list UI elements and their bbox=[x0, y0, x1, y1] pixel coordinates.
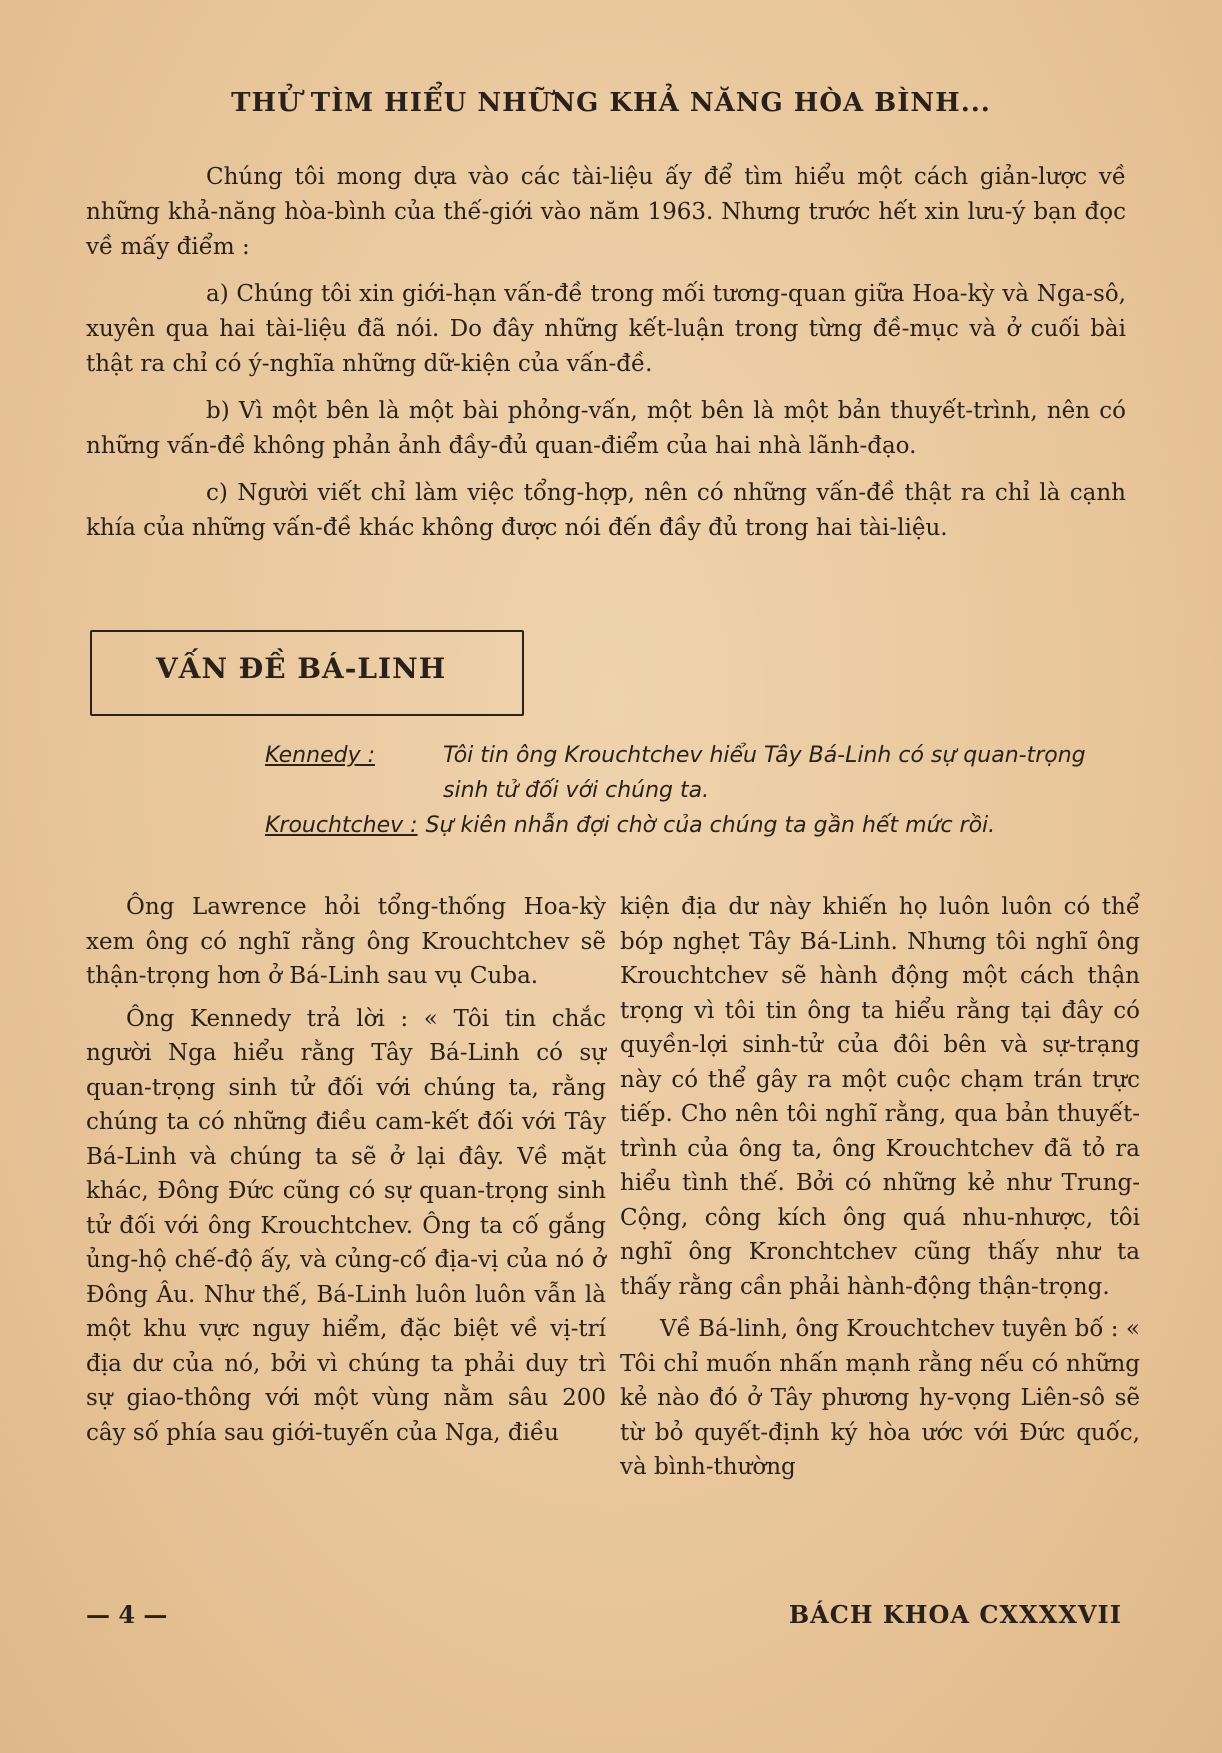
publication-name: BÁCH KHOA CXXXXVII bbox=[788, 1600, 1122, 1629]
quotes-block bbox=[265, 738, 1125, 843]
left-column bbox=[86, 890, 606, 1458]
intro-paragraph: Chúng tôi mong dựa vào các tài-liệu ấy để tìm hiểu một cách giản-lược về những khả-năng hòa-bình của thế-giới vào năm 1963. Nhưng trước hết xin lưu-ý bạn đọc về mấy điểm : bbox=[86, 164, 1126, 260]
body-paragraph: Ông Lawrence hỏi tổng-thống Hoa-kỳ xem ông có nghĩ rằng ông Krouchtchev sẽ thận-trọng hơn ở Bá-Linh sau vụ Cuba. bbox=[86, 894, 606, 989]
page-number: — 4 — bbox=[86, 1600, 168, 1629]
intro-point-c: c) Người viết chỉ làm việc tổng-hợp, nên có những vấn-đề thật ra chỉ là cạnh khía của những vấn-đề khác không được nói đến đầy đủ trong hai tài-liệu. bbox=[86, 480, 1126, 541]
section-title: VẤN ĐỀ BÁ-LINH bbox=[156, 652, 447, 685]
intro-point-a: a) Chúng tôi xin giới-hạn vấn-đề trong mối tương-quan giữa Hoa-kỳ và Nga-sô, xuyên qua hai tài-liệu đã nói. Do đây những kết-luận trong từng đề-mục và ở cuối bài thật ra chỉ có ý-nghĩa những dữ-kiện của vấn-đề. bbox=[86, 281, 1126, 377]
body-paragraph: Ông Kennedy trả lời : « Tôi tin chắc người Nga hiểu rằng Tây Bá-Linh có sự quan-trọng sinh tử đối với chúng ta, rằng chúng ta có những điều cam-kết đối với Tây Bá-Linh và chúng ta sẽ ở lại đây. Về mặt khác, Đông Đức cũng có sự quan-trọng sinh tử đối với ông Krouchtchev. Ông ta cố gắng ủng-hộ chế-độ ấy, và củng-cố địa-vị của nó ở Đông Âu. Như thế, Bá-Linh luôn luôn vẫn là một khu vực nguy hiểm, đặc biệt về vị-trí địa dư của nó, bởi vì chúng ta phải duy trì sự giao-thông với một vùng nằm sâu 200 cây số phía sau giới-tuyến của Nga, điều bbox=[86, 1005, 606, 1446]
quote-speaker: Kennedy : bbox=[265, 743, 375, 768]
body-paragraph: kiện địa dư này khiến họ luôn luôn có thể bóp nghẹt Tây Bá-Linh. Nhưng tôi nghĩ ông Krouchtchev sẽ hành động một cách thận trọng vì tôi tin ông ta hiểu rằng tại đây có quyền-lợi sinh-tử của đôi bên và sự-trạng này có thể gây ra một cuộc chạm trán trực tiếp. Cho nên tôi nghĩ rằng, qua bản thuyết-trình của ông ta, ông Krouchtchev đã tỏ ra hiểu tình thế. Bởi có những kẻ như Trung-Cộng, công kích ông quá nhu-nhược, tôi nghĩ ông Kronchtchev cũng thấy như ta thấy rằng cần phải hành-động thận-trọng. bbox=[620, 894, 1140, 1300]
quote-krouchtchev bbox=[265, 808, 1125, 843]
intro-section bbox=[86, 160, 1126, 558]
section-heading-box bbox=[90, 630, 524, 716]
intro-point-b: b) Vì một bên là một bài phỏng-vấn, một bên là một bản thuyết-trình, nên có những vấn-đề không phản ảnh đầy-đủ quan-điểm của hai nhà lãnh-đạo. bbox=[86, 398, 1126, 459]
running-title: THỬ TÌM HIỂU NHỮNG KHẢ NĂNG HÒA BÌNH... bbox=[231, 88, 991, 118]
quote-speaker: Krouchtchev : bbox=[265, 813, 418, 838]
body-paragraph: Về Bá-linh, ông Krouchtchev tuyên bố : « Tôi chỉ muốn nhấn mạnh rằng nếu có những kẻ nào đó ở Tây phương hy-vọng Liên-sô sẽ từ bỏ quyết-định ký hòa ước với Đức quốc, và bình-thường bbox=[620, 1316, 1140, 1480]
quote-kennedy bbox=[265, 738, 1125, 808]
quote-text: Tôi tin ông Krouchtchev hiểu Tây Bá-Linh có sự quan-trọng sinh tử đối với chúng ta. bbox=[443, 743, 1086, 803]
quote-text: Sự kiên nhẫn đợi chờ của chúng ta gần hết mức rồi. bbox=[425, 813, 996, 838]
right-column bbox=[620, 890, 1140, 1493]
